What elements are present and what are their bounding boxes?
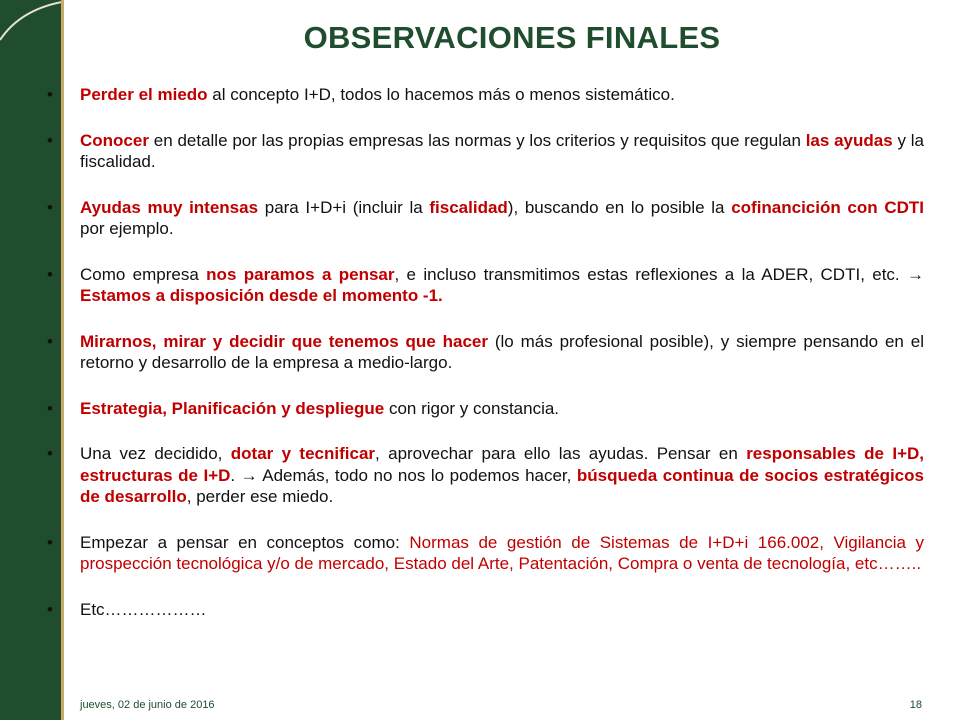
bullet-highlight: Mirarnos, mirar y decidir que tenemos que hacer bbox=[80, 331, 488, 351]
bullet-item bbox=[47, 197, 924, 240]
bullet-item bbox=[47, 443, 924, 508]
bullet-marker: • bbox=[47, 197, 53, 217]
bullet-highlight: nos paramos a pensar bbox=[206, 264, 395, 284]
bullet-text: para I+D+i (incluir la bbox=[258, 197, 430, 217]
sidebar-divider bbox=[61, 0, 64, 720]
bullet-highlight: las ayudas bbox=[805, 130, 893, 150]
slide-title: OBSERVACIONES FINALES bbox=[303, 20, 721, 55]
bullet-highlight: búsqueda continua de socios estratégicos de desarrollo bbox=[80, 465, 924, 506]
bullet-text: , perder ese miedo. bbox=[186, 487, 334, 506]
bullet-list bbox=[47, 84, 924, 620]
bullet-text: , e incluso transmitimos estas reflexiones a la ADER, CDTI, etc. bbox=[394, 264, 907, 284]
footer-date: jueves, 02 de junio de 2016 bbox=[80, 699, 215, 711]
bullet-item bbox=[47, 264, 924, 307]
bullet-item bbox=[47, 130, 924, 173]
bullet-highlight: Ayudas muy intensas bbox=[80, 197, 259, 217]
bullet-text: . bbox=[230, 465, 241, 485]
bullet-text: y la fiscalidad. bbox=[80, 130, 924, 171]
bullet-marker: • bbox=[47, 599, 53, 619]
bullet-marker: • bbox=[47, 444, 53, 463]
bullet-highlight: responsables de I+D, estructuras de I+D bbox=[80, 444, 924, 485]
bullet-text: (lo más profesional posible), y siempre pensando en el retorno y desarrollo de la empresa a medio-largo. bbox=[80, 331, 924, 372]
bullet-marker: • bbox=[47, 85, 53, 104]
bullet-item bbox=[47, 331, 924, 374]
arrow-right-icon: → bbox=[907, 264, 924, 284]
bullet-text: con rigor y constancia. bbox=[384, 398, 560, 418]
bullet-marker: • bbox=[47, 331, 53, 351]
bullet-marker: • bbox=[47, 398, 53, 418]
bullet-text: , aprovechar para ello las ayudas. Pensar en bbox=[375, 444, 747, 463]
arrow-right-icon: → bbox=[240, 465, 258, 485]
bullet-text: por ejemplo. bbox=[80, 219, 174, 238]
bullet-text: Además, todo no nos lo podemos hacer, bbox=[257, 465, 577, 485]
bullet-highlight: Conocer bbox=[80, 130, 149, 150]
bullet-text: Empezar a pensar en conceptos como: bbox=[80, 532, 410, 552]
bullet-text: en detalle por las propias empresas las normas y los criterios y requisitos que regulan bbox=[148, 130, 806, 150]
bullet-highlight: Estrategia, Planificación y despliegue bbox=[80, 398, 385, 418]
bullet-highlight: fiscalidad bbox=[429, 197, 508, 217]
bullet-item bbox=[47, 84, 924, 106]
bullet-text: Como empresa bbox=[80, 264, 207, 284]
bullet-item bbox=[47, 599, 924, 621]
bullet-text: al concepto I+D, todos lo hacemos más o menos sistemático. bbox=[207, 85, 675, 104]
bullet-text: Una vez decidido, bbox=[80, 444, 231, 463]
bullet-red-text: Normas de gestión de Sistemas de I+D+i 166.002, Vigilancia y prospección tecnológica y/o de mercado, Estado del Arte, Patentación, Compra o venta de tecnología, etc…….. bbox=[80, 532, 924, 573]
slide-number: 18 bbox=[909, 699, 922, 711]
bullet-highlight: dotar y tecnificar bbox=[230, 444, 376, 463]
bullet-highlight: cofinancición con CDTI bbox=[731, 197, 924, 217]
bullet-item bbox=[47, 398, 924, 420]
bullet-marker: • bbox=[47, 130, 53, 150]
bullet-marker: • bbox=[47, 264, 53, 284]
bullet-highlight: Estamos a disposición desde el momento -1. bbox=[80, 286, 443, 305]
bullet-text: ), buscando en lo posible la bbox=[507, 197, 732, 217]
bullet-highlight: Perder el miedo bbox=[80, 85, 208, 104]
bullet-text: Etc……………… bbox=[80, 599, 207, 619]
bullet-marker: • bbox=[47, 532, 53, 552]
bullet-item bbox=[47, 532, 924, 575]
